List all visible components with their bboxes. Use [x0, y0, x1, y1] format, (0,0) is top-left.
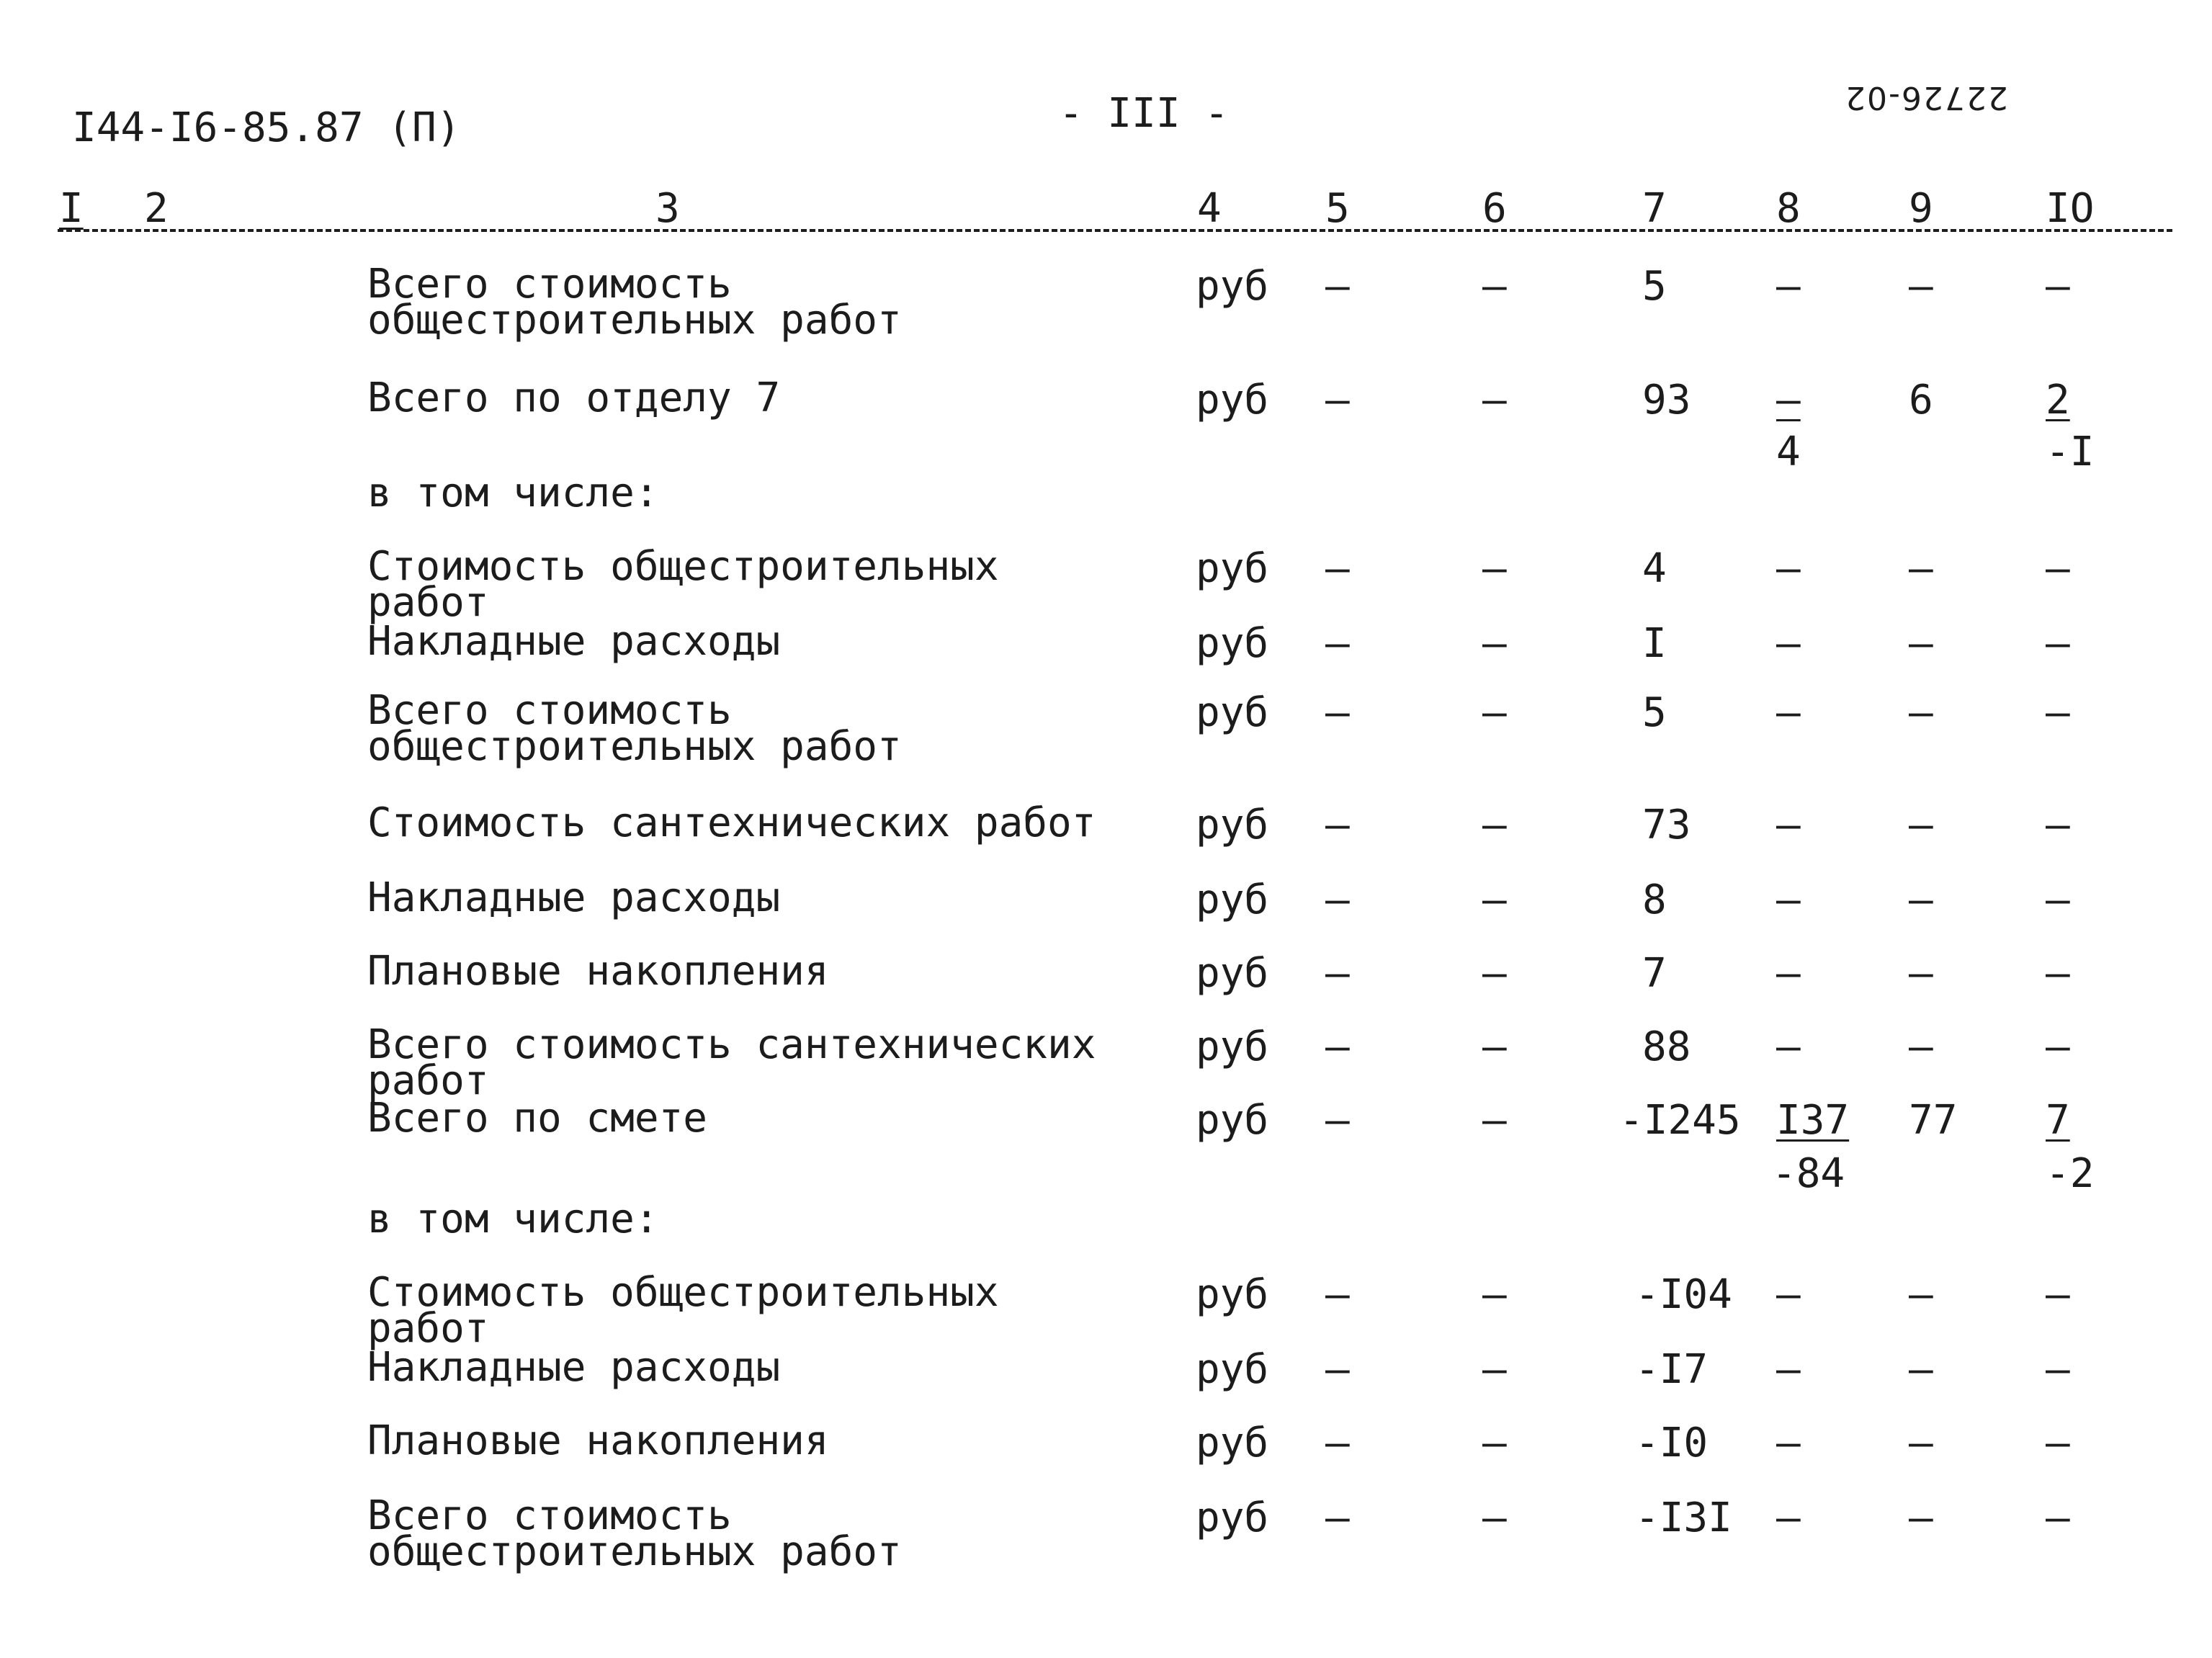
cell-col10: –	[2046, 1346, 2070, 1393]
cell-col7: I	[1642, 620, 1667, 667]
cell-col8: I37	[1776, 1097, 1850, 1144]
cell-col7: 93	[1642, 377, 1691, 424]
cell-col10-sub: -2	[2046, 1150, 2095, 1197]
cell-col6: –	[1482, 1023, 1507, 1070]
header-rule	[58, 229, 2172, 232]
cell-col7: 7	[1642, 950, 1667, 997]
column-header: 3	[655, 185, 680, 232]
cell-col5: –	[1325, 1420, 1350, 1466]
row-description: Плановые накопления	[367, 1417, 829, 1464]
row-unit: руб	[1196, 1097, 1269, 1144]
cell-col8: –	[1776, 1495, 1801, 1541]
cell-col10: –	[2046, 802, 2070, 848]
cell-col9: –	[1909, 545, 1933, 592]
cell-col8: –	[1776, 263, 1801, 310]
archive-stamp: 22726-02	[1844, 79, 2008, 116]
cell-col10: 2	[2046, 377, 2070, 424]
cell-col7: 73	[1642, 802, 1691, 848]
cell-col5: –	[1325, 620, 1350, 667]
cell-col10: –	[2046, 689, 2070, 736]
cell-col10: 7	[2046, 1097, 2070, 1144]
cell-col6: –	[1482, 1420, 1507, 1466]
row-unit: руб	[1196, 1271, 1269, 1318]
row-unit: руб	[1196, 263, 1269, 310]
cell-col7: 88	[1642, 1023, 1691, 1070]
cell-col7: -I3I	[1635, 1495, 1732, 1541]
cell-col7: -I7	[1635, 1346, 1709, 1393]
cell-col10: –	[2046, 1271, 2070, 1318]
row-description: Всего стоимость общестроительных работ	[367, 687, 902, 770]
cell-col8: –	[1776, 802, 1801, 848]
cell-col8: –	[1776, 1420, 1801, 1466]
cell-col5: –	[1325, 802, 1350, 848]
cell-col8: –	[1776, 1271, 1801, 1318]
cell-col6: –	[1482, 545, 1507, 592]
cell-col9: –	[1909, 1495, 1933, 1541]
cell-col10: –	[2046, 950, 2070, 997]
cell-col8-sub: 4	[1776, 429, 1801, 475]
cell-col9: –	[1909, 620, 1933, 667]
cell-col7: -I0	[1635, 1420, 1709, 1466]
cell-col8: –	[1776, 620, 1801, 667]
cell-col5: –	[1325, 689, 1350, 736]
row-description: Всего стоимость общестроительных работ	[367, 1492, 902, 1575]
cell-col9: 6	[1909, 377, 1933, 424]
row-unit: руб	[1196, 1023, 1269, 1070]
column-header: 4	[1197, 185, 1222, 232]
cell-col9: –	[1909, 877, 1933, 923]
cell-col5: –	[1325, 1271, 1350, 1318]
cell-col8: –	[1776, 689, 1801, 736]
cell-col6: –	[1482, 1271, 1507, 1318]
cell-col9: 77	[1909, 1097, 1958, 1144]
document-code: I44-I6-85.87 (П)	[72, 104, 461, 151]
cell-col8: –	[1776, 877, 1801, 923]
cell-col10: –	[2046, 1023, 2070, 1070]
row-unit: руб	[1196, 620, 1269, 667]
cell-col10: –	[2046, 263, 2070, 310]
cell-col5: –	[1325, 1023, 1350, 1070]
cell-col7: -I04	[1635, 1271, 1732, 1318]
cell-col9: –	[1909, 1023, 1933, 1070]
cell-col6: –	[1482, 263, 1507, 310]
column-header: 8	[1776, 185, 1801, 232]
cell-col5: –	[1325, 545, 1350, 592]
column-header: I	[59, 185, 84, 232]
cell-col9: –	[1909, 263, 1933, 310]
cell-col9: –	[1909, 802, 1933, 848]
cell-col10: –	[2046, 1420, 2070, 1466]
row-description: Стоимость сантехнических работ	[367, 799, 1096, 846]
cell-col7: 4	[1642, 545, 1667, 592]
cell-col8: –	[1776, 1346, 1801, 1393]
cell-col10: –	[2046, 545, 2070, 592]
row-unit: руб	[1196, 545, 1269, 592]
cell-col9: –	[1909, 1346, 1933, 1393]
cell-col10: –	[2046, 1495, 2070, 1541]
cell-col5: –	[1325, 877, 1350, 923]
row-unit: руб	[1196, 689, 1269, 736]
cell-col6: –	[1482, 1346, 1507, 1393]
row-description: Всего по смете	[367, 1095, 708, 1142]
row-description: Всего по отделу 7	[367, 375, 781, 421]
cell-col6: –	[1482, 620, 1507, 667]
cell-col5: –	[1325, 1346, 1350, 1393]
section-subheading: в том числе:	[367, 1196, 659, 1242]
column-header: 2	[144, 185, 169, 232]
section-subheading: в том числе:	[367, 470, 659, 516]
cell-col6: –	[1482, 689, 1507, 736]
cell-col7: 8	[1642, 877, 1667, 923]
cell-col6: –	[1482, 1495, 1507, 1541]
cell-col7: -I245	[1619, 1097, 1741, 1144]
cell-col6: –	[1482, 1097, 1507, 1144]
cell-col5: –	[1325, 263, 1350, 310]
row-description: Плановые накопления	[367, 948, 829, 995]
cell-col10: –	[2046, 620, 2070, 667]
cell-col6: –	[1482, 377, 1507, 424]
cell-col9: –	[1909, 1271, 1933, 1318]
row-description: Накладные расходы	[367, 1344, 781, 1391]
row-unit: руб	[1196, 1346, 1269, 1393]
cell-col5: –	[1325, 377, 1350, 424]
row-unit: руб	[1196, 377, 1269, 424]
cell-col8: –	[1776, 1023, 1801, 1070]
cell-col5: –	[1325, 950, 1350, 997]
cell-col8: –	[1776, 950, 1801, 997]
column-header: 7	[1642, 185, 1667, 232]
cell-col9: –	[1909, 1420, 1933, 1466]
row-description: Стоимость общестроительных работ	[367, 1269, 999, 1352]
row-unit: руб	[1196, 1420, 1269, 1466]
cell-col7: 5	[1642, 689, 1667, 736]
cell-col8: –	[1776, 545, 1801, 592]
cell-col6: –	[1482, 802, 1507, 848]
cell-col8: –	[1776, 377, 1801, 424]
row-description: Накладные расходы	[367, 618, 781, 665]
cell-col5: –	[1325, 1495, 1350, 1541]
column-header: 5	[1325, 185, 1350, 232]
row-description: Накладные расходы	[367, 874, 781, 921]
cell-col7: 5	[1642, 263, 1667, 310]
row-description: Всего стоимость общестроительных работ	[367, 261, 902, 344]
cell-col5: –	[1325, 1097, 1350, 1144]
cell-col6: –	[1482, 950, 1507, 997]
cell-col10-sub: -I	[2046, 429, 2095, 475]
cell-col10: –	[2046, 877, 2070, 923]
row-description: Стоимость общестроительных работ	[367, 543, 999, 626]
column-header: 6	[1482, 185, 1507, 232]
column-header: 9	[1909, 185, 1933, 232]
row-unit: руб	[1196, 950, 1269, 997]
column-header: IO	[2046, 185, 2095, 232]
row-unit: руб	[1196, 1495, 1269, 1541]
page-number: - III -	[1059, 90, 1230, 137]
row-description: Всего стоимость сантехнических работ	[367, 1021, 1096, 1104]
cell-col8-sub: -84	[1772, 1150, 1845, 1197]
cell-col6: –	[1482, 877, 1507, 923]
row-unit: руб	[1196, 802, 1269, 848]
cell-col9: –	[1909, 689, 1933, 736]
cell-col9: –	[1909, 950, 1933, 997]
row-unit: руб	[1196, 877, 1269, 923]
